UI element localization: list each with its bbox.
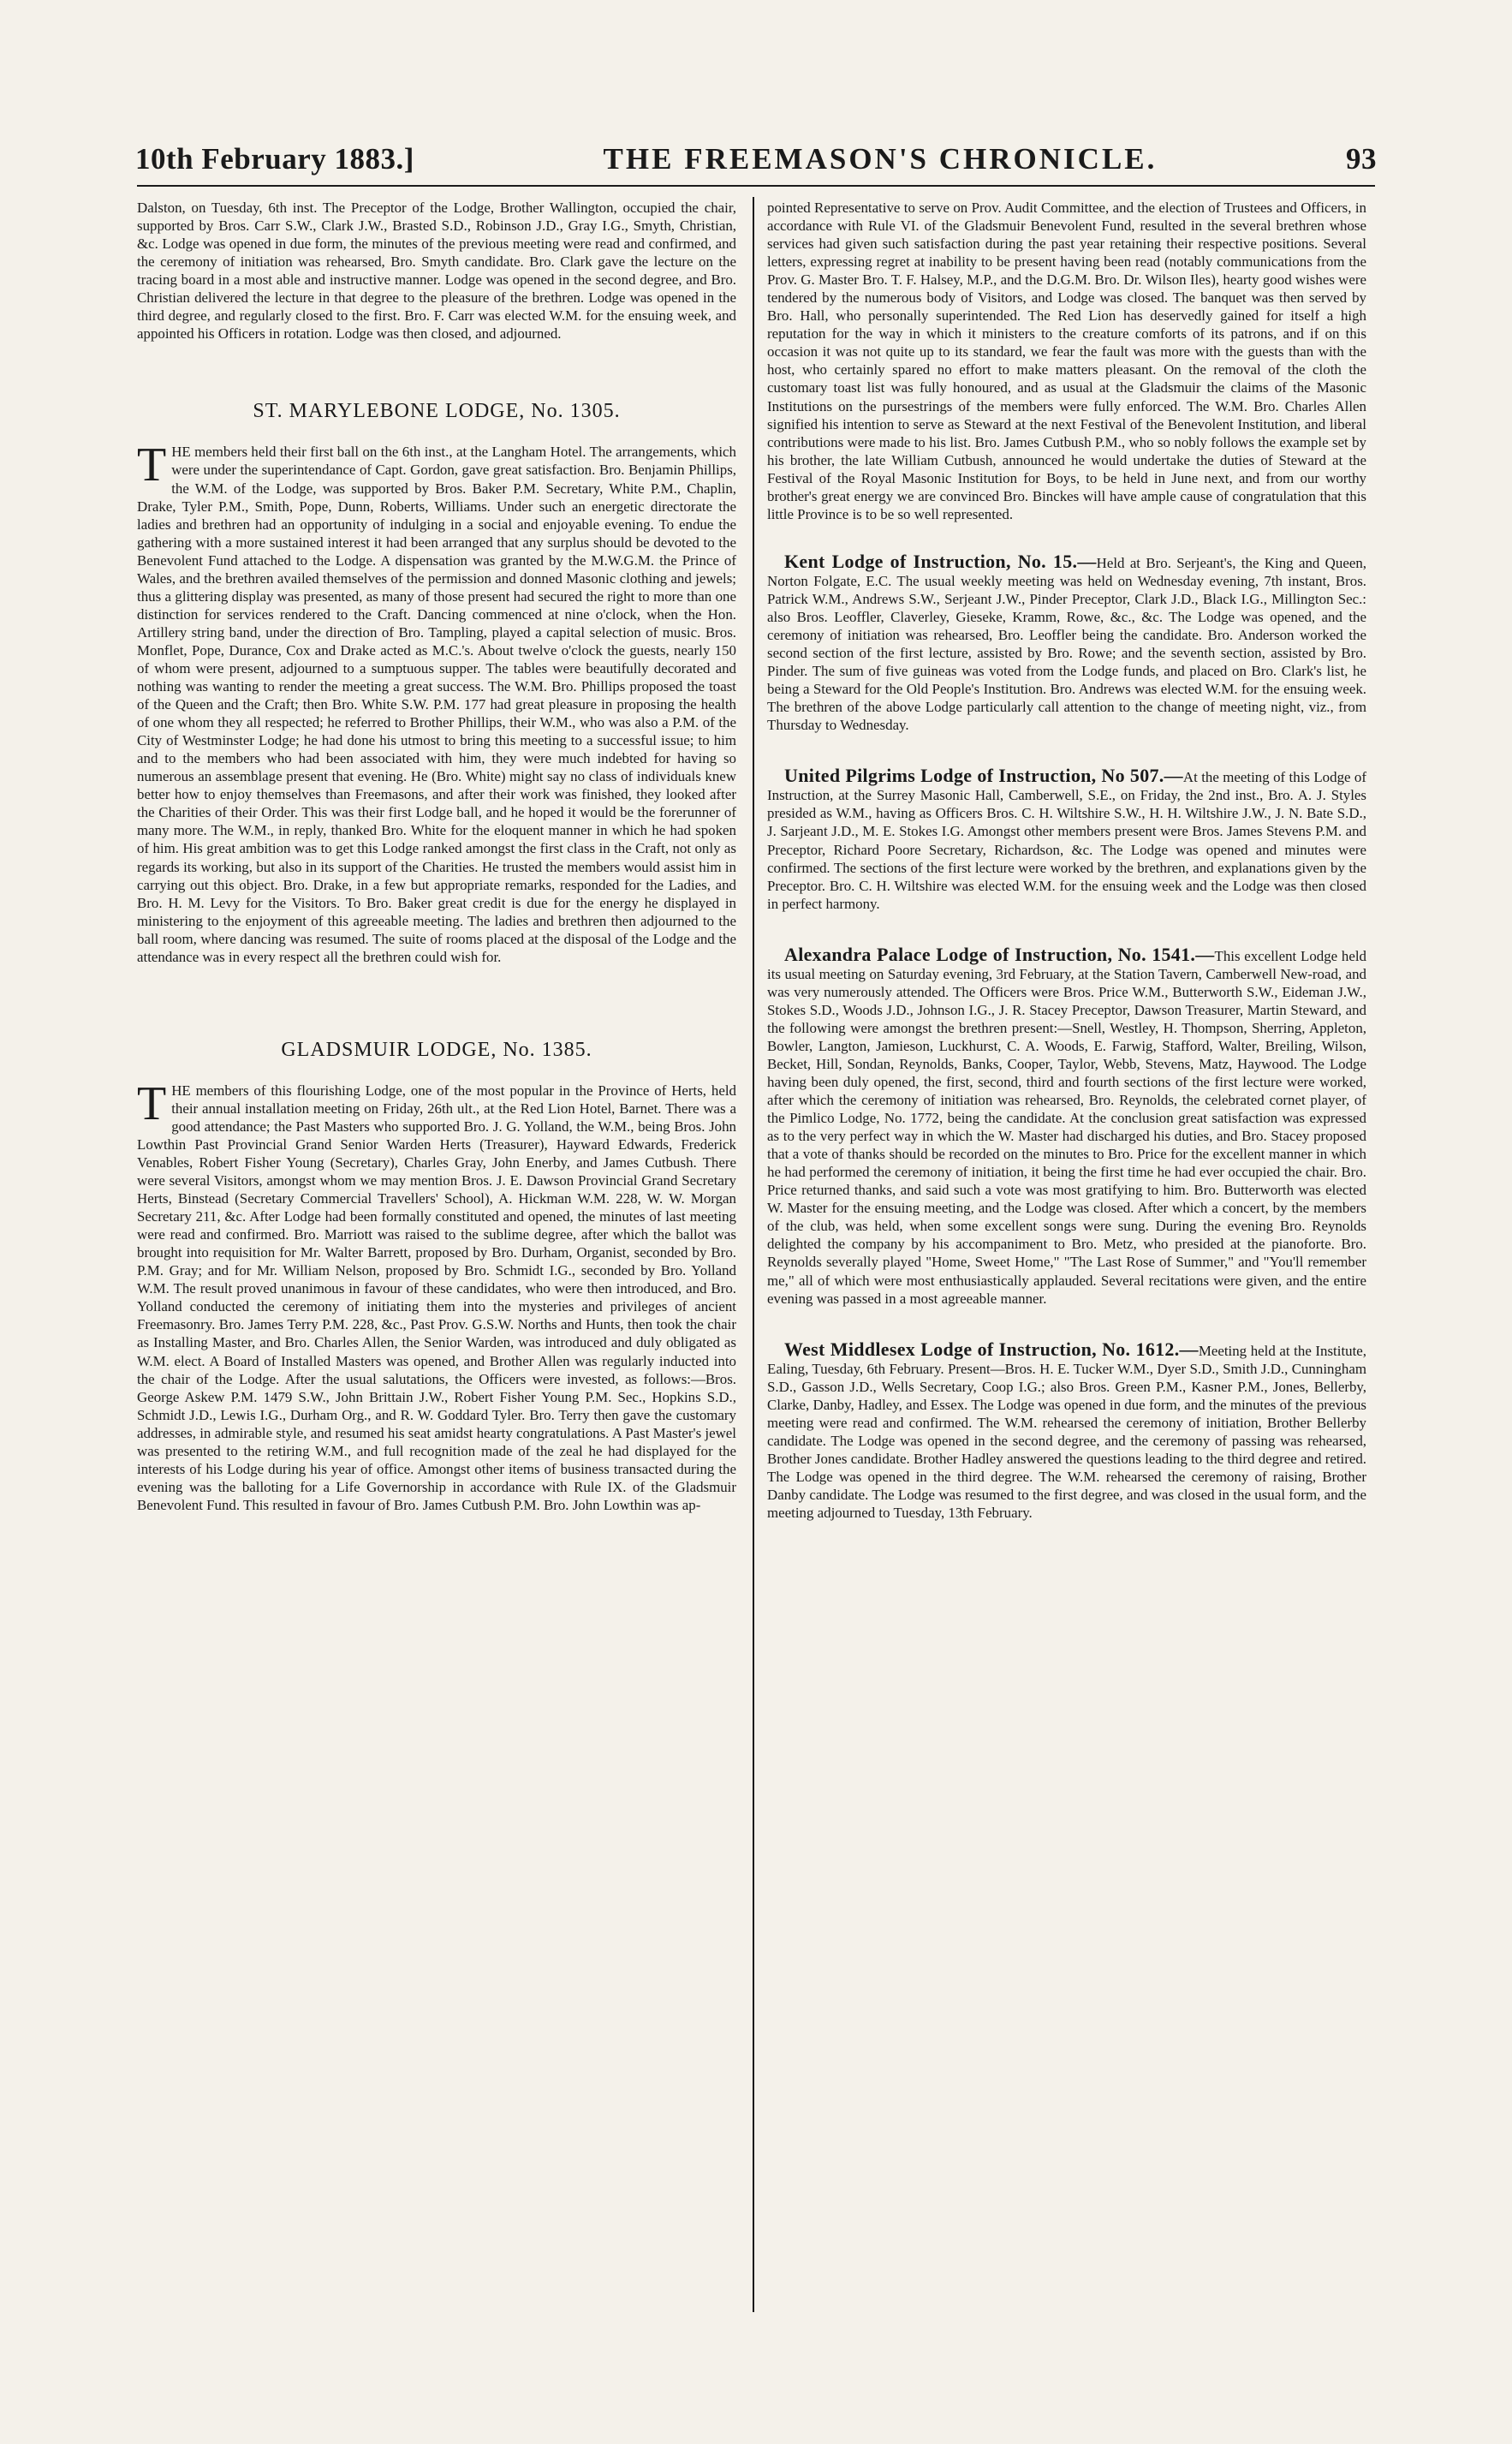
gladsmuir-continuation: pointed Representative to serve on Prov. Audit Committee, and the election of Trustees and Officers, in accordance with Rule VI. of the Gladsmuir Benevolent Fund, resulted in the several brethren whose services had given such satisfaction during the past year retaining their respective positions. Several letters, expressing regret at inability to be present having been read (notably communications from the Prov. G. Master Bro. T. F. Halsey, M.P., and the D.G.M. Bro. Dr. Wilson Iles), hearty good wishes were tendered by the numerous body of Visitors, and Lodge was closed. The banquet was then served by Bro. Hall, who personally superintended. The Red Lion has deservedly gained for itself a high reputation for the way in which it ministers to the creature comforts of its patrons, and if on this occasion it was not quite up to its standard, we fear the fault was more with the guests than with the host, who certainly spared no effort to make matters pleasant. On the removal of the cloth the customary toast list was fully honoured, and as usual at the Gladsmuir the claims of the Masonic Institutions on the pursestrings of the members were fully enforced. The W.M. Bro. Charles Allen signified his intention to serve as Steward at the next Festival of the Benevolent Institution, and liberal contributions were made to his list. Bro. James Cutbush P.M., who so nobly follows the example set by his brother, the late William Cutbush, announced he would undertake the duties of Steward at the Festival of the Royal Masonic Institution for Boys, to be held in June next, and from our worthy brother's great energy we are convinced Bro. Binckes will have ample cause of congratulation that this little Province is to be so well represented. bbox=[767, 200, 1366, 522]
gladsmuir-article bbox=[137, 1076, 736, 1514]
alexandra-palace-heading: Alexandra Palace Lodge of Instruction, No. 1541.— bbox=[784, 943, 1215, 965]
gladsmuir-dropcap: T bbox=[137, 1076, 167, 1130]
alexandra-palace-text: This excellent Lodge held its usual meeting on Saturday evening, 3rd February, at the Station Tavern, Camberwell New-road, and was very numerously attended. The Officers were Bros. Price W.M., Butterworth S.W., Eideman J.W., Stokes S.D., Woods J.D., Johnson I.G., J. R. Stacey Preceptor, Dawson Treasurer, Martin Steward, and the following were amongst the brethren present:—Snell, Westley, H. Thompson, Sherring, Appleton, Bowler, Langton, Jamieson, Luckhurst, C. A. Woods, E. Farwig, Stafford, Walter, Breiling, Wilson, Becket, Hill, Sondan, Reynolds, Banks, Cooper, Taylor, Webb, Stevens, Matz, Haywood. The Lodge having been duly opened, the first, second, third and fourth sections of the first lecture were worked, after which the ceremony of initiation was rehearsed, Bro. Reynolds, the celebrated cornet player, of the Pimlico Lodge, No. 1772, being the candidate. At the conclusion great satisfaction was expressed as to the very perfect way in which the W. Master had discharged his duties, and Bro. Stacey proposed that a vote of thanks should be recorded on the minutes to Bro. Price for the excellent manner in which he had performed the ceremony of initiation, it being the first time he had ever occupied the chair. Bro. Price returned thanks, and said such a vote was most gratifying to him. Bro. Butterworth was elected W. Master for the ensuing meeting, and the Lodge was closed. After which a concert, by the members of the club, was held, when some excellent songs were sung. During the evening Bro. Reynolds delighted the company by his accompaniment to Bro. Metz, who presided at the pianoforte. Bro. Reynolds severally played "Home, Sweet Home," "The Last Rose of Summer," and "You'll remember me," all of which were most enthusiastically applauded. Several recitations were given, and the entire evening was passed in a most agreeable manner. bbox=[767, 947, 1366, 1307]
header-date: 10th February 1883.] bbox=[135, 142, 414, 176]
west-middlesex-heading: West Middlesex Lodge of Instruction, No. 1612.— bbox=[784, 1338, 1199, 1360]
united-pilgrims-text: At the meeting of this Lodge of Instruction, at the Surrey Masonic Hall, Camberwell, S.E., on Friday, the 2nd inst., Bro. A. J. Styles presided as W.M., having as Officers Bros. C. H. Wiltshire S.W., H. H. Wiltshire J.W., J. N. Bate S.D., J. Sarjeant J.D., M. E. Stokes I.G. Amongst other members present were Bros. James Stevens P.M. and Preceptor, Richard Poore Secretary, Richardson, &c. The Lodge was opened and minutes were confirmed. The sections of the first lecture were worked by the brethren, and explanations given by the Preceptor. Bro. C. H. Wiltshire was elected W.M. for the ensuing week and the Lodge was then closed in perfect harmony. bbox=[767, 769, 1366, 912]
page-header bbox=[135, 142, 1377, 187]
marylebone-title: ST. MARYLEBONE LODGE, No. 1305. bbox=[253, 400, 621, 423]
gladsmuir-title: GLADSMUIR LODGE, No. 1385. bbox=[281, 1038, 592, 1061]
marylebone-article bbox=[137, 438, 736, 965]
marylebone-text: HE members held their first ball on the 6th inst., at the Langham Hotel. The arrangements, which were under the superintendance of Capt. Gordon, gave great satisfaction. Bro. Benjamin Phillips, the W.M. of the Lodge, was supported by Bros. Baker P.M. Secretary, White P.M., Chaplin, Drake, Tyler P.M., Smith, Pope, Dunn, Roberts, Williams. Under such an energetic directorate the ladies and brethren had an opportunity of indulging in a social and enjoyable evening. To endue the gathering with a more sustained interest it had been arranged that any surplus should be devoted to the Benevolent Fund attached to the Lodge. A dispensation was granted by the M.W.G.M. the Prince of Wales, and the brethren availed themselves of the permission and donned Masonic clothing and jewels; thus a glittering display was presented, as many of those present had secured the right to more than one distinction for services rendered to the Craft. Dancing commenced at nine o'clock, when the Hon. Artillery string band, under the direction of Bro. Tampling, played a capital selection of music. Bros. Monflet, Pope, Durance, Cox and Drake acted as M.C.'s. About twelve o'clock the guests, nearly 150 of whom were present, adjourned to a sumptuous supper. The tables were beautifully decorated and nothing was wanting to render the meeting a great success. The W.M. Bro. Phillips proposed the toast of the Queen and the Craft; then Bro. White S.W. P.M. 177 had great pleasure in proposing the health of one whom they all respected; he referred to Brother Phillips, their W.M., who was also a P.M. of the City of Westminster Lodge; he had done his utmost to bring this meeting to a successful issue; to him and to the members who had been associated with him, they were much indebted for having so numerous an assemblage present that evening. He (Bro. White) might say no class of individuals knew better how to enjoy themselves than Freemasons, and after their work was finished, they looked after the Charities of their Order. This was their first Lodge ball, and he hoped it would be the forerunner of many more. The W.M., in reply, thanked Bro. White for the eloquent manner in which he had spoken of him. His great ambition was to get this Lodge ranked amongst the first class in the Craft, not only as regards its working, but also in its support of the Charities. He trusted the members would assist him in carrying out this object. Bro. Drake, in a few but appropriate remarks, responded for the Ladies, and Bro. H. M. Levy for the Visitors. To Bro. Baker great credit is due for the energy he displayed in ministering to the enjoyment of this agreeable meeting. The ladies and brethren then adjourned to the ball room, where dancing was resumed. The suite of rooms placed at the disposal of the Lodge and the attendance was in every respect all the brethren could wish for. bbox=[137, 444, 736, 965]
continued-report: Dalston, on Tuesday, 6th inst. The Preceptor of the Lodge, Brother Wallington, occupied the chair, supported by Bros. Carr S.W., Clark J.W., Brasted S.D., Robinson J.D., Gray I.G., Smyth, Christian, &c. Lodge was opened in due form, the minutes of the previous meeting were read and confirmed, and the ceremony of initiation was rehearsed, Bro. Smyth candidate. Bro. Clark gave the lecture on the tracing board in a most able and instructive manner. Lodge was opened in the second degree, and Bro. Christian delivered the lecture in that degree to the pleasure of the brethren. Lodge was opened in the third degree, and regularly closed to the first. Bro. F. Carr was elected W.M. for the ensuing week, and appointed his Officers in rotation. Lodge was then closed, and adjourned. bbox=[137, 200, 736, 343]
publication-title: THE FREEMASON'S CHRONICLE. bbox=[603, 142, 1158, 176]
marylebone-dropcap: T bbox=[137, 438, 167, 492]
column-divider bbox=[753, 197, 754, 2312]
kent-heading: Kent Lodge of Instruction, No. 15.— bbox=[784, 550, 1097, 572]
kent-report bbox=[767, 552, 1366, 734]
page-number: 93 bbox=[1345, 142, 1377, 176]
united-pilgrims-heading: United Pilgrims Lodge of Instruction, No 507.— bbox=[784, 765, 1183, 787]
west-middlesex-report bbox=[767, 1340, 1366, 1522]
right-column bbox=[767, 199, 1366, 2408]
left-column bbox=[137, 199, 736, 2408]
alexandra-palace-report bbox=[767, 945, 1366, 1308]
header-rule bbox=[137, 185, 1375, 187]
gladsmuir-text: HE members of this flourishing Lodge, one of the most popular in the Province of Herts, held their annual installation meeting on Friday, 26th ult., at the Red Lion Hotel, Barnet. There was a good attendance; the Past Masters who supported Bro. J. G. Yolland, the W.M., being Bros. John Lowthin Past Provincial Grand Senior Warden Herts (Treasurer), Hayward Edwards, Frederick Venables, Robert Fisher Young (Secretary), Charles Gray, John Enerby, and James Cutbush. There were several Visitors, amongst whom we may mention Bros. J. E. Dawson Provincial Grand Secretary Herts, Binstead (Secretary Commercial Travellers' School), A. Hickman W.M. 228, W. W. Morgan Secretary 211, &c. After Lodge had been formally constituted and opened, the minutes of last meeting were read and confirmed. Bro. Marriott was raised to the sublime degree, after which the ballot was brought into requisition for Mr. Walter Barrett, proposed by Bro. Durham, Organist, seconded by Bro. P.M. Gray; and for Mr. William Nelson, proposed by Bro. Schmidt I.G., seconded by Bro. Yolland W.M. The result proved unanimous in favour of these candidates, who were then introduced, and Bro. Yolland conducted the ceremony of initiating them into the mysteries and privileges of ancient Freemasonry. Bro. James Terry P.M. 228, &c., Past Prov. G.S.W. Norths and Hunts, then took the chair as Installing Master, and Bro. Charles Allen, the Senior Warden, was introduced and duly obligated as W.M. elect. A Board of Installed Masters was opened, and Brother Allen was regularly inducted into the chair of the Lodge. After the usual salutations, the Officers were invested, as follows:—Bros. George Askew P.M. 1479 S.W., John Brittain J.W., Robert Fisher Young P.M. Sec., Hopkins S.D., Schmidt J.D., Lewis I.G., Durham Org., and R. W. Goddard Tyler. Bro. Terry then gave the customary addresses, in admirable style, and resumed his seat amidst hearty congratulations. A Past Master's jewel was presented to the retiring W.M., and full recognition made of the zeal he had displayed for the interests of his Lodge during his year of office. Amongst other items of business transacted during the evening was the balloting for a Life Governorship in accordance with Rule IX. of the Gladsmuir Benevolent Fund. This resulted in favour of Bro. James Cutbush P.M. Bro. John Lowthin was ap- bbox=[137, 1082, 736, 1513]
west-middlesex-text: Meeting held at the Institute, Ealing, Tuesday, 6th February. Present—Bros. H. E. Tucker W.M., Dyer S.D., Smith J.D., Cunningham S.D., Gasson J.D., Wells Secretary, Coop I.G.; also Bros. Green P.M., Kasner P.M., Jones, Bellerby, Clarke, Danby, Hadley, and Essex. The Lodge was opened in due form, and the minutes of the previous meeting were read and confirmed. The W.M. rehearsed the ceremony of initiation, Brother Bellerby candidate. The Lodge was opened in the second degree, and the ceremony of passing was rehearsed, Brother Jones candidate. Brother Hadley answered the questions leading to the third degree and retired. The Lodge was opened in the third degree. The W.M. rehearsed the ceremony of raising, Brother Danby candidate. The Lodge was resumed to the first degree, and was closed in the usual form, and the meeting adjourned to Tuesday, 13th February. bbox=[767, 1342, 1366, 1522]
kent-text: Held at Bro. Serjeant's, the King and Queen, Norton Folgate, E.C. The usual weekly meeting was held on Wednesday evening, 7th instant, Bros. Patrick W.M., Andrews S.W., Serjeant J.W., Pinder Preceptor, Clark J.D., Black I.G., Millington Sec.: also Bros. Leoffler, Claverley, Gieseke, Kramm, Rowe, &c., &c. The Lodge was opened, and the ceremony of initiation was rehearsed, Bro. Leoffler being the candidate. Bro. Anderson worked the second section of the first lecture, assisted by Bro. Rowe; and the seventh section, assisted by Bro. Pinder. The sum of five guineas was voted from the Lodge funds, and placed on Bro. Clark's list, he being a Steward for the Old People's Institution. Bro. Andrews was elected W.M. for the ensuing week. The brethren of the above Lodge particularly call attention to the change of meeting night, viz., from Thursday to Wednesday. bbox=[767, 554, 1366, 734]
united-pilgrims-report bbox=[767, 766, 1366, 912]
